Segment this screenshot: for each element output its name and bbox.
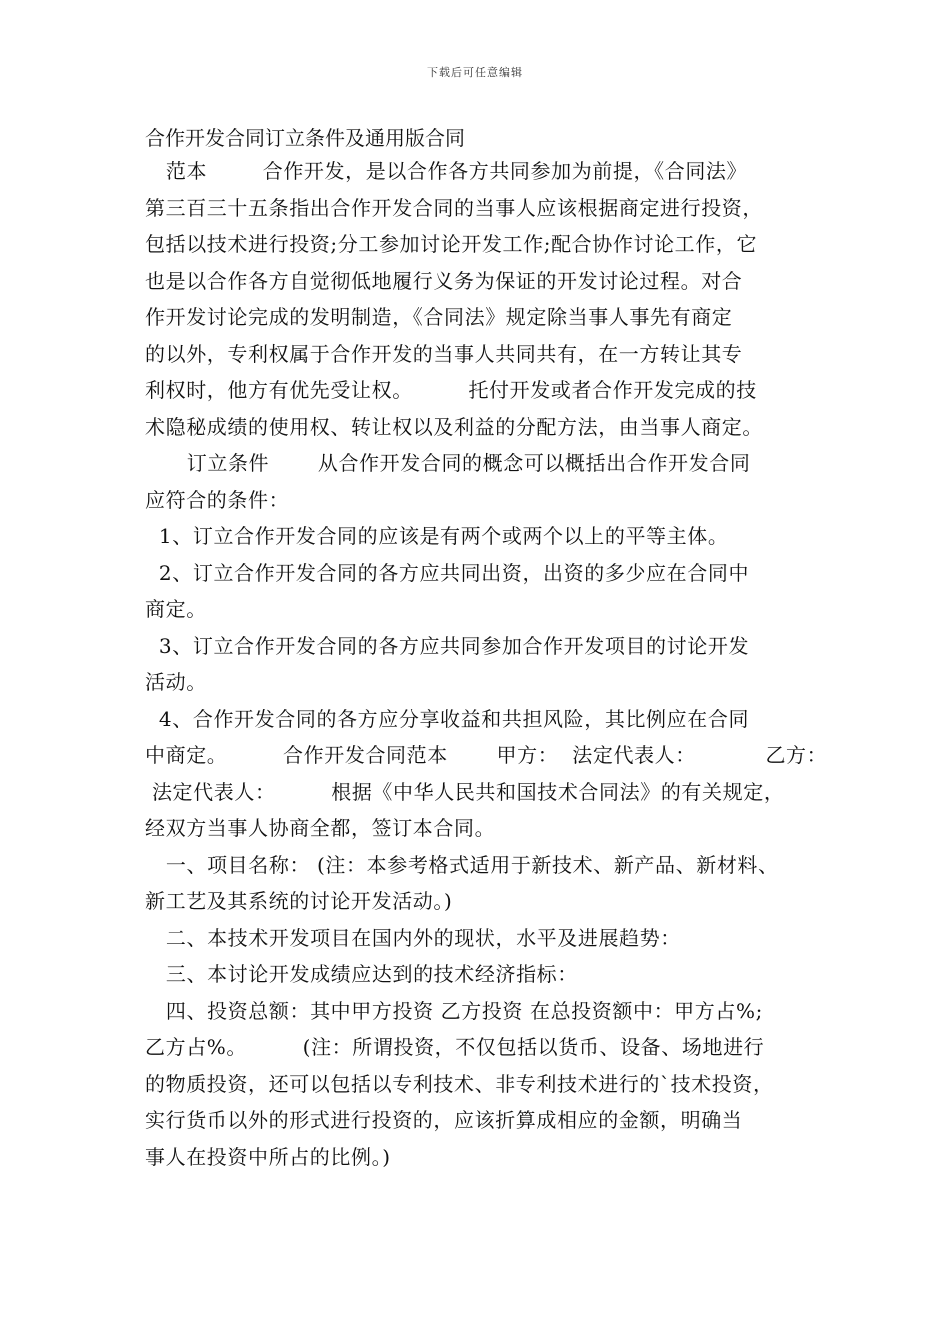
body-line: 的物质投资，还可以包括以专利技术、非专利技术进行的`技术投资， [145,1071,774,1096]
document-body [145,124,828,1175]
body-line: 范本 合作开发，是以合作各方共同参加为前提，《合同法》 [145,159,748,183]
body-line: 3、订立合作开发合同的各方应共同参加合作开发项目的讨论开发 [145,633,750,658]
body-line: 经双方当事人协商全都，签订本合同。 [145,816,496,840]
body-line: 包括以技术进行投资;分工参加讨论开发工作;配合协作讨论工作，它 [145,232,758,256]
body-line: 事人在投资中所占的比例。) [145,1144,391,1169]
body-line: 的以外，专利权属于合作开发的当事人共同共有，在一方转让其专 [145,341,743,366]
body-line: 作开发讨论完成的发明制造，《合同法》规定除当事人事先有商定 [145,305,733,329]
body-line: 术隐秘成绩的使用权、转让权以及利益的分配方法，由当事人商定。 [145,414,763,439]
body-line: 新工艺及其系统的讨论开发活动。) [145,889,453,913]
body-line: 订立条件 从合作开发合同的概念可以概括出合作开发合同 [145,451,751,475]
body-line: 中商定。 合作开发合同范本 甲方： 法定代表人： 乙方： [145,743,828,767]
body-line: 应符合的条件： [145,487,290,512]
body-line: 2、订立合作开发合同的各方应共同出资，出资的多少应在合同中 [145,560,750,585]
body-line: 活动。 [145,670,207,694]
body-line: 也是以合作各方自觉彻低地履行义务为保证的开发讨论过程。对合 [145,268,743,293]
body-line: 4、合作开发合同的各方应分享收益和共担风险，其比例应在合同 [145,706,750,731]
body-line: 商定。 [145,597,207,621]
document-title: 合作开发合同订立条件及通用版合同 [145,126,465,150]
body-line: 利权时，他方有优先受让权。 托付开发或者合作开发完成的技 [145,378,757,402]
body-line: 三、本讨论开发成绩应达到的技术经济指标： [145,962,578,986]
body-line: 1、订立合作开发合同的应该是有两个或两个以上的平等主体。 [145,524,729,548]
page-header-note: 下载后可任意编辑 [427,66,523,79]
body-line: 实行货币以外的形式进行投资的，应该折算成相应的金额，明确当 [145,1108,743,1132]
body-line: 二、本技术开发项目在国内外的现状，水平及进展趋势： [145,925,681,950]
body-line: 一、项目名称： (注：本参考格式适用于新技术、新产品、新材料、 [145,852,779,877]
body-line: 第三百三十五条指出合作开发合同的当事人应该根据商定进行投资， [145,195,763,220]
body-line: 乙方占%。 (注：所谓投资，不仅包括以货币、设备、场地进行 [145,1035,765,1059]
body-line: 四、投资总额：其中甲方投资 乙方投资 在总投资额中：甲方占%; [145,998,763,1023]
body-line: 法定代表人： 根据《中华人民共和国技术合同法》的有关规定， [145,779,785,804]
